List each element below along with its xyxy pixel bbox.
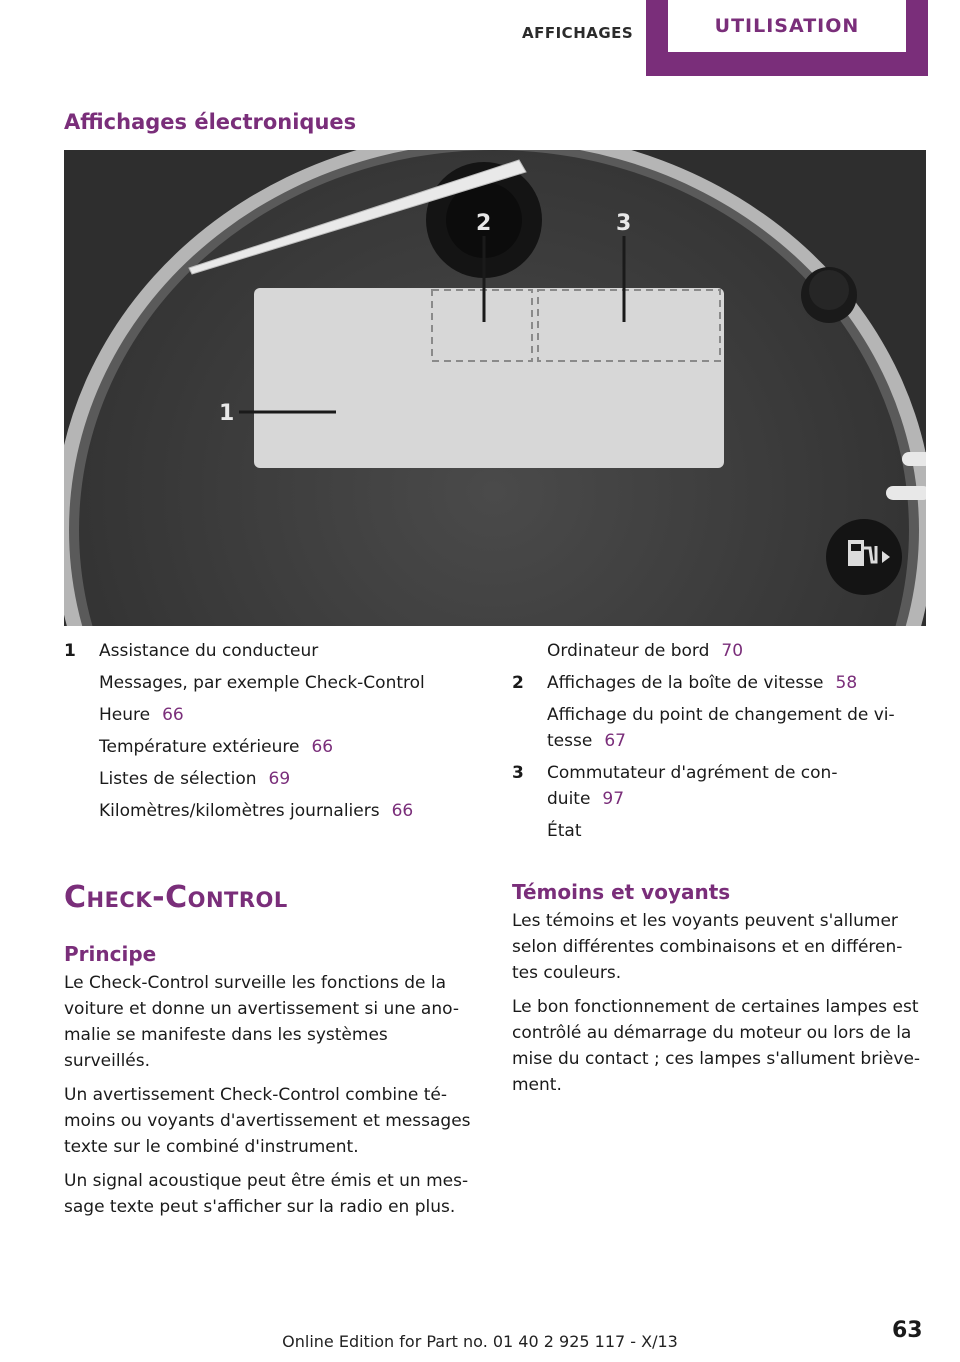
page-ref-link[interactable]: 69 (268, 769, 291, 789)
indicator-bar-2 (886, 486, 926, 500)
page-ref-link[interactable]: 58 (835, 673, 858, 693)
callout-label-3: 3 (616, 211, 632, 236)
legend-item-1 (64, 635, 484, 667)
legend-sub (64, 763, 484, 795)
legend-sub (64, 795, 484, 827)
header-subsection: AFFICHAGES (522, 24, 634, 42)
legend-text: Assistance du conducteur (99, 641, 319, 661)
legend-sub (64, 667, 484, 699)
callout-label-2: 2 (476, 211, 492, 236)
page-ref-link[interactable]: 66 (162, 705, 184, 725)
paragraph: Le Check-Control surveille les fonctions de la voiture et donne un avertissement si une ano-malie se manifeste dans les systèmes surveillés. (64, 973, 459, 1071)
legend-sub (512, 635, 932, 667)
page-ref-link[interactable]: 70 (721, 641, 744, 661)
header-section-tab[interactable]: UTILISATION (668, 0, 906, 52)
legend-item-3 (512, 757, 932, 815)
legend-sub (64, 731, 484, 763)
temoins-heading: Témoins et voyants (512, 880, 731, 904)
legend-sub-text: tesse (547, 731, 593, 751)
footer-edition: Online Edition for Part no. 01 40 2 925 117 - X/13 (282, 1332, 678, 1351)
legend-sub-text: Kilomètres/kilomètres journaliers (99, 801, 380, 821)
legend-text: Affichages de la boîte de vitesse (547, 673, 824, 693)
legend-sub-text: Ordinateur de bord (547, 641, 710, 661)
legend-sub (64, 699, 484, 731)
fuel-icon (848, 540, 864, 566)
legend-sub-text: Affichage du point de changement de vi- (547, 705, 895, 725)
paragraph: Le bon fonctionnement de certaines lampes est contrôlé au démarrage du moteur ou lors de la mise du contact ; ces lampes s'allument briève-ment. (512, 997, 921, 1095)
legend-sub-text: État (547, 821, 582, 841)
legend-sub-text: Température extérieure (99, 737, 300, 757)
paragraph: Un signal acoustique peut être émis et un mes-sage texte peut s'afficher sur la radio en plus. (64, 1171, 469, 1217)
legend-num: 3 (512, 763, 524, 783)
temoins-block (512, 880, 928, 1106)
legend-sub (512, 815, 932, 847)
page-ref-link[interactable]: 66 (391, 801, 414, 821)
page-ref-link[interactable]: 66 (311, 737, 334, 757)
legend-left (64, 635, 484, 827)
display-panel (254, 288, 724, 468)
legend-sub-text: Heure (99, 705, 151, 725)
legend-text: duite (547, 789, 591, 809)
legend-sub (512, 699, 932, 757)
legend-num: 2 (512, 673, 524, 693)
section-title: Affichages électroniques (64, 110, 357, 134)
legend-num: 1 (64, 641, 76, 661)
fuel-icon-window (851, 544, 861, 551)
knob-top (809, 270, 849, 310)
legend-text: Commutateur d'agrément de con- (547, 763, 838, 783)
instrument-cluster-figure (64, 150, 926, 626)
page-number: 63 (892, 1318, 923, 1343)
page-ref-link[interactable]: 67 (604, 731, 626, 751)
legend-sub-text: Listes de sélection (99, 769, 257, 789)
callout-label-1: 1 (219, 401, 235, 426)
legend-sub-text: Messages, par exemple Check-Control (99, 673, 425, 693)
page-ref-link[interactable]: 97 (602, 789, 625, 809)
principe-heading: Principe (64, 942, 157, 966)
legend-right (512, 635, 932, 847)
legend-item-2 (512, 667, 932, 699)
paragraph: Les témoins et les voyants peuvent s'allumer selon différentes combinaisons et en différen-tes couleurs. (512, 911, 903, 983)
check-control-block (64, 942, 478, 1228)
indicator-bar-1 (902, 452, 926, 466)
check-control-heading: Check-Control (64, 880, 288, 915)
paragraph: Un avertissement Check-Control combine té-moins ou voyants d'avertissement et messages texte sur le combiné d'instrument. (64, 1085, 471, 1157)
